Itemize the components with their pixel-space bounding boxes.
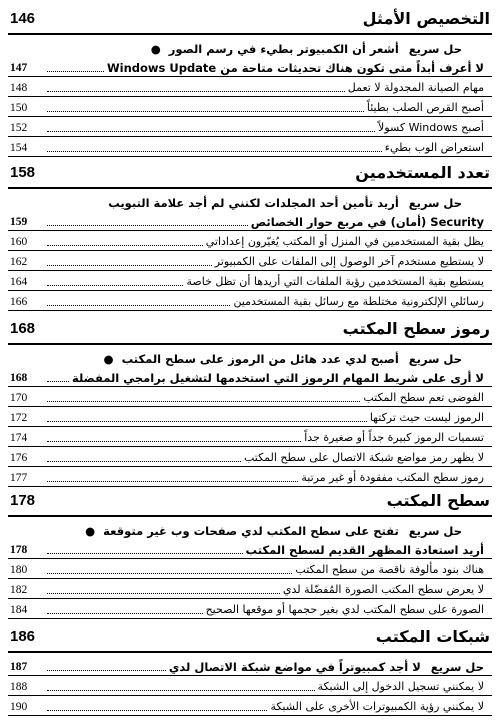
toc-entry[interactable] bbox=[8, 447, 492, 467]
entry-page: 174 bbox=[10, 432, 28, 444]
dot-leader bbox=[47, 710, 267, 711]
quick-fix-text: أريد تأمين أحد المجلدات لكنني لم أجد علامة التبويب bbox=[108, 196, 399, 210]
entry-page: 190 bbox=[10, 701, 28, 713]
toc-entry[interactable] bbox=[8, 696, 492, 716]
bullet-icon: ● bbox=[103, 352, 114, 366]
dot-leader bbox=[47, 285, 183, 286]
entry-page: 176 bbox=[10, 452, 28, 464]
entry-page: 162 bbox=[10, 256, 28, 268]
section-page-number: 146 bbox=[10, 10, 36, 27]
entry-page: 159 bbox=[10, 216, 28, 228]
section-header bbox=[8, 626, 492, 650]
entry-page: 184 bbox=[10, 604, 28, 616]
entry-text: الفوضى تعم سطح المكتب bbox=[363, 391, 484, 404]
entry-page: 188 bbox=[10, 681, 28, 693]
entry-text: الرموز ليست حيث تركتها bbox=[369, 411, 484, 424]
dot-leader bbox=[47, 670, 166, 671]
section-divider bbox=[8, 515, 492, 517]
toc-entry[interactable] bbox=[8, 656, 492, 676]
entry-text: Security (أمان) في مربع حوار الخصائص bbox=[250, 215, 484, 229]
quick-fix-label: حل سريع bbox=[408, 524, 462, 538]
toc-section-office-networks bbox=[8, 626, 492, 716]
entry-text: أصبح القرص الصلب بطيئاً bbox=[366, 101, 484, 114]
section-page-number: 186 bbox=[10, 628, 36, 645]
toc-entry[interactable] bbox=[8, 559, 492, 579]
entry-text: لا يمكنني تسجيل الدخول إلى الشبكة bbox=[317, 680, 484, 693]
entry-page: 187 bbox=[10, 661, 28, 673]
dot-leader bbox=[47, 613, 203, 614]
dot-leader bbox=[47, 441, 301, 442]
dot-leader bbox=[47, 225, 248, 226]
toc-entry[interactable] bbox=[8, 271, 492, 291]
quick-fix-text: أصبح لدي عدد هائل من الرموز على سطح المكتب bbox=[121, 352, 399, 366]
section-title: التخصيص الأمثل bbox=[362, 9, 490, 28]
entry-text: استعراض الوب بطيء bbox=[384, 141, 484, 154]
quick-fix-text: لا أجد كمبيوتراً في مواضع شبكة الاتصال لدي bbox=[168, 660, 421, 674]
quick-fix-line bbox=[8, 352, 492, 367]
section-page-number: 178 bbox=[10, 492, 36, 509]
bullet-icon: ● bbox=[85, 524, 96, 538]
entry-text: لا يستطيع مستخدم آخر الوصول إلى الملفات على الكمبيوتر bbox=[214, 255, 484, 268]
section-divider bbox=[8, 343, 492, 345]
entry-text: لا يعرض سطح المكتب الصورة المُفضّلة لدي bbox=[282, 583, 484, 596]
toc-entry[interactable] bbox=[8, 57, 492, 77]
quick-fix-line bbox=[8, 524, 492, 539]
dot-leader bbox=[47, 265, 212, 266]
entry-page: 180 bbox=[10, 564, 28, 576]
toc-entry[interactable] bbox=[8, 387, 492, 407]
entry-text: رموز سطح المكتب مفقودة أو غير مرتبة bbox=[301, 471, 484, 484]
dot-leader bbox=[47, 690, 315, 691]
entry-text: أريد استعادة المظهر القديم لسطح المكتب bbox=[245, 543, 484, 557]
entry-page: 150 bbox=[10, 102, 28, 114]
section-divider bbox=[8, 187, 492, 189]
dot-leader bbox=[47, 481, 298, 482]
dot-leader bbox=[47, 401, 360, 402]
entry-text: هناك بنود مألوفة ناقصة من سطح المكتب bbox=[295, 563, 484, 576]
entry-text: لا أعرف أبداً متى تكون هناك تحديثات متاحة من Windows Update bbox=[106, 61, 484, 75]
toc-entry[interactable] bbox=[8, 77, 492, 97]
dot-leader bbox=[47, 245, 203, 246]
dot-leader bbox=[47, 71, 104, 72]
toc-section-optimal-customization bbox=[8, 8, 492, 157]
toc-entry[interactable] bbox=[8, 367, 492, 387]
quick-fix-text: تفتح على سطح المكتب لدي صفحات وب غير متوقعة bbox=[103, 524, 399, 538]
dot-leader bbox=[47, 593, 280, 594]
entry-text: لا يظهر رمز مواضع شبكة الاتصال على سطح المكتب bbox=[243, 451, 484, 464]
toc-section-multiple-users bbox=[8, 162, 492, 311]
section-page-number: 168 bbox=[10, 320, 36, 337]
toc-entry[interactable] bbox=[8, 97, 492, 117]
entry-text: يظل بقية المستخدمين في المنزل أو المكتب يُغيّرون إعداداتي bbox=[205, 235, 484, 248]
quick-fix-line bbox=[169, 659, 492, 675]
quick-fix-label: حل سريع bbox=[408, 42, 462, 56]
dot-leader bbox=[47, 91, 345, 92]
section-title: تعدد المستخدمين bbox=[355, 163, 490, 182]
quick-fix-text: أشعر أن الكمبيوتر بطيء في رسم الصور bbox=[168, 42, 399, 56]
toc-entry[interactable] bbox=[8, 407, 492, 427]
entry-page: 147 bbox=[10, 62, 28, 74]
entry-page: 172 bbox=[10, 412, 28, 424]
toc-entry[interactable] bbox=[8, 427, 492, 447]
section-header bbox=[8, 318, 492, 342]
entry-text: رسائلي الإلكترونية مختلطة مع رسائل بقية المستخدمين bbox=[233, 295, 484, 308]
toc-entry[interactable] bbox=[8, 291, 492, 311]
entry-text: لا أرى على شريط المهام الرموز التي استخدمها لتشغيل برامجي المفضلة bbox=[71, 371, 484, 385]
dot-leader bbox=[47, 573, 292, 574]
section-divider bbox=[8, 33, 492, 35]
dot-leader bbox=[47, 421, 367, 422]
dot-leader bbox=[47, 461, 241, 462]
dot-leader bbox=[47, 151, 382, 152]
section-header bbox=[8, 162, 492, 186]
toc-entry[interactable] bbox=[8, 137, 492, 157]
entry-page: 166 bbox=[10, 296, 28, 308]
quick-fix-label: حل سريع bbox=[430, 660, 484, 674]
dot-leader bbox=[47, 131, 375, 132]
quick-fix-line bbox=[8, 42, 492, 57]
entry-page: 170 bbox=[10, 392, 28, 404]
toc-section-desktop bbox=[8, 490, 492, 619]
dot-leader bbox=[47, 381, 69, 382]
entry-page: 182 bbox=[10, 584, 28, 596]
entry-text: تسميات الرموز كبيرة جداً أو صغيرة جداً bbox=[304, 431, 484, 444]
quick-fix-label: حل سريع bbox=[408, 196, 462, 210]
section-header bbox=[8, 490, 492, 514]
dot-leader bbox=[47, 553, 243, 554]
section-header bbox=[8, 8, 492, 32]
entry-page: 154 bbox=[10, 142, 28, 154]
toc-entry[interactable] bbox=[8, 467, 492, 487]
section-divider bbox=[8, 651, 492, 653]
entry-page: 164 bbox=[10, 276, 28, 288]
entry-text: يستطيع بقية المستخدمين رؤية الملفات التي أريدها أن تظل خاصة bbox=[186, 275, 484, 288]
section-title: رموز سطح المكتب bbox=[342, 319, 490, 338]
quick-fix-label: حل سريع bbox=[408, 352, 462, 366]
entry-text: مهام الصيانة المجدولة لا تعمل bbox=[347, 81, 484, 94]
entry-text: الصورة على سطح المكتب لدي بغير حجمها أو موقعها الصحيح bbox=[205, 603, 484, 616]
toc-entry[interactable] bbox=[8, 231, 492, 251]
toc-entry[interactable] bbox=[8, 117, 492, 137]
entry-page: 160 bbox=[10, 236, 28, 248]
toc-entry[interactable] bbox=[8, 676, 492, 696]
entry-page: 178 bbox=[10, 544, 28, 556]
section-title: شبكات المكتب bbox=[375, 627, 490, 646]
dot-leader bbox=[47, 111, 364, 112]
toc-entry[interactable] bbox=[8, 579, 492, 599]
toc-section-desktop-icons bbox=[8, 318, 492, 487]
toc-entry[interactable] bbox=[8, 599, 492, 619]
entry-text: أصبح Windows كسولاً bbox=[378, 121, 484, 134]
section-page-number: 158 bbox=[10, 164, 36, 181]
toc-entry[interactable] bbox=[8, 211, 492, 231]
entry-page: 148 bbox=[10, 82, 28, 94]
dot-leader bbox=[47, 305, 230, 306]
section-title: سطح المكتب bbox=[386, 491, 490, 510]
entry-page: 168 bbox=[10, 372, 28, 384]
toc-entry[interactable] bbox=[8, 539, 492, 559]
entry-text: لا يمكنني رؤية الكمبيوترات الأخرى على الشبكة bbox=[270, 700, 484, 713]
toc-entry[interactable] bbox=[8, 251, 492, 271]
entry-page: 152 bbox=[10, 122, 28, 134]
entry-page: 177 bbox=[10, 472, 28, 484]
quick-fix-line bbox=[8, 196, 492, 211]
bullet-icon: ● bbox=[150, 42, 161, 56]
